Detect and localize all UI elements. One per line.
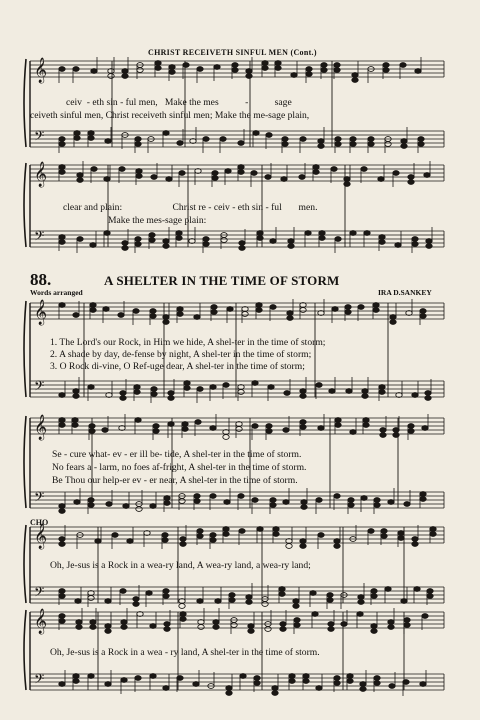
svg-text:𝄞: 𝄞 xyxy=(34,58,48,83)
lyric-line: ceiv - eth sin - ful men, Make the mes - sage xyxy=(66,97,292,108)
svg-text:𝄢: 𝄢 xyxy=(34,378,45,397)
composer-credit: IRA D.SANKEY xyxy=(378,288,432,297)
chorus-line-2: Oh, Je-sus is a Rock in a wea - ry land, A shel-ter in the time of storm. xyxy=(50,647,320,658)
hymn-title: A SHELTER IN THE TIME OF STORM xyxy=(104,273,340,288)
verse-1-part2: Se - cure what- ev - er ill be- tide, A shel-ter in the time of storm. xyxy=(52,449,302,460)
svg-text:𝄢: 𝄢 xyxy=(34,128,45,147)
chorus-line-1: Oh, Je-sus is a Rock in a wea-ry land, A wea-ry land, a wea-ry land; xyxy=(50,560,311,571)
svg-text:𝄢: 𝄢 xyxy=(34,489,45,508)
svg-text:𝄢: 𝄢 xyxy=(34,671,45,690)
continued-title: CHRIST RECEIVETH SINFUL MEN (Cont.) xyxy=(148,48,317,57)
words-credit: Words arranged xyxy=(30,288,83,297)
svg-text:𝄞: 𝄞 xyxy=(34,300,48,325)
svg-text:𝄞: 𝄞 xyxy=(34,609,48,634)
lyric-line: clear and plain: Christ re - ceiv - eth sin - ful men. xyxy=(63,202,318,213)
verse-2: 2. A shade by day, de-fense by night, A shel-ter in the time of storm; xyxy=(50,349,312,360)
lyric-line: ceiveth sinful men, Christ receiveth sinful men; Make the me-sage plain, xyxy=(30,110,310,121)
verse-3: 3. O Rock di-vine, O Ref-uge dear, A shel-ter in the time of storm; xyxy=(50,361,305,372)
hymn-number: 88. xyxy=(30,270,52,289)
lyric-line: Make the mes-sage plain: xyxy=(108,215,207,226)
svg-text:𝄞: 𝄞 xyxy=(34,524,48,549)
chorus-label: CHO xyxy=(30,518,49,527)
svg-text:𝄞: 𝄞 xyxy=(34,415,48,440)
svg-text:𝄢: 𝄢 xyxy=(34,228,45,247)
svg-text:𝄞: 𝄞 xyxy=(34,162,48,187)
svg-text:𝄢: 𝄢 xyxy=(34,584,45,603)
verse-3-part2: Be Thou our help-er ev - er near, A shel-ter in the time of storm. xyxy=(52,475,298,486)
verse-2-part2: No fears a - larm, no foes af-fright, A shel-ter in the time of storm. xyxy=(52,462,307,473)
verse-1: 1. The Lord's our Rock, in Him we hide, A shel-ter in the time of storm; xyxy=(50,337,326,348)
